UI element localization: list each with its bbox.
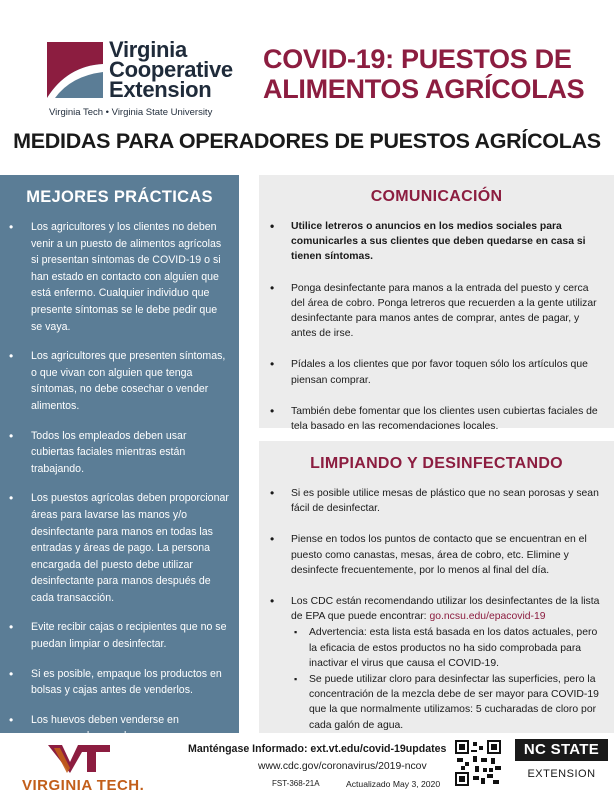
vt-logo-text: VIRGINIA TECH. — [22, 777, 145, 794]
ncstate-extension-logo — [515, 739, 608, 780]
publication-code: FST-368-21A — [272, 779, 320, 788]
page-subtitle: MEDIDAS PARA OPERADORES DE PUESTOS AGRÍCOLAS — [13, 129, 601, 153]
list-item: • Si es posible, empaque los productos en bolsas y cajas antes de venderlos. — [0, 666, 239, 699]
sub-list-item: ▪ Advertencia: esta lista está basada en los datos actuales, pero la eficacia de estos productos no ha sido comprobada para inactivar el virus que causa el COVID-19. — [291, 625, 604, 671]
vce-logo — [47, 37, 247, 120]
list-item: • Ponga desinfectante para manos a la entrada del puesto y cerca del área de cobro. Ponga letreros que recuerden a la gente utilizar desinfectante para manos antes de comprar, antes de pagar, y antes de irse. — [259, 281, 614, 342]
communication-panel — [259, 175, 614, 433]
best-practices-heading: MEJORES PRÁCTICAS — [26, 188, 213, 206]
cleaning-list — [259, 486, 614, 733]
vce-logo-subtitle: Virginia Tech • Virginia State University — [49, 107, 213, 118]
cleaning-panel — [259, 441, 614, 733]
page-title: COVID-19: PUESTOS DE ALIMENTOS AGRÍCOLAS — [263, 44, 585, 104]
list-item: • Piense en todos los puntos de contacto que se encuentran en el puesto como canastas, mesas, área de cobro, etc. Elimine y desinfecte frecuentemente, por lo menos al final del día. — [259, 532, 614, 578]
list-item: • Los agricultores que presenten síntomas, o que vivan con alguien que tenga síntomas, no debe cosechar o vender alimentos. — [0, 348, 239, 414]
list-item: • Los agricultores y los clientes no deben venir a un puesto de alimentos agrícolas si presentan síntomas de COVID-19 o si han estado en contacto con alguien que está enfermo. Cualquier individuo que presente síntomas se le debe pedir que se vaya. — [0, 219, 239, 335]
list-item: • Los puestos agrícolas deben proporcionar áreas para lavarse las manos y/o desinfectante para manos en todas las entradas y áreas de pago. La persona encargada del puesto debe utilizar desinfectante para manos después de cada transacción. — [0, 490, 239, 606]
virginia-tech-logo — [22, 742, 162, 794]
cleaning-heading: LIMPIANDO Y DESINFECTANDO — [310, 455, 563, 472]
cdc-url-link[interactable]: www.cdc.gov/coronavirus/2019-ncov — [258, 761, 427, 772]
list-item: • Los huevos deben venderse en empaques de un solo uso. — [0, 712, 239, 745]
best-practices-list — [0, 219, 239, 745]
ncstate-logo-bottom: EXTENSION — [527, 768, 596, 780]
communication-heading: COMUNICACIÓN — [370, 188, 503, 205]
updated-date: Actualizado May 3, 2020 — [346, 779, 441, 789]
list-item: • También debe fomentar que los clientes usen cubiertas faciales de tela basado en las recomendaciones locales. — [259, 404, 614, 434]
epa-list-link[interactable]: go.ncsu.edu/epacovid-19 — [429, 611, 546, 623]
vce-logo-mark-icon — [47, 42, 103, 98]
communication-list — [259, 219, 614, 434]
cdc-recommendation-text: Los CDC están recomendando utilizar los desinfectantes de la lista de EPA que puede encontrar: — [291, 596, 600, 623]
list-item — [259, 594, 614, 733]
stay-informed-text: Manténgase Informado: ext.vt.edu/covid-19updates — [188, 743, 447, 755]
list-item: • Si es posible utilice mesas de plástico que no sean porosas y sean fácil de desinfectar. — [259, 486, 614, 516]
cleaning-sublist — [291, 625, 604, 732]
sub-list-item: ▪ Se puede utilizar cloro para desinfectar las superficies, pero la concentración de la mezcla debe de ser mayor para COVID-19 que la que normalmente utilizamos: 5 cucharadas de cloro por cada galón de agua. — [291, 672, 604, 733]
ncstate-logo-top: NC STATE — [515, 739, 608, 761]
list-item: • Todos los empleados deben usar cubiertas faciales mientras están trabajando. — [0, 428, 239, 478]
list-item: • Evite recibir cajas o recipientes que no se puedan limpiar o desinfectar. — [0, 619, 239, 652]
vce-logo-text: Virginia Cooperative Extension — [109, 37, 233, 102]
qr-code-icon[interactable] — [455, 740, 501, 786]
vt-logo-mark-icon — [46, 742, 112, 774]
list-item: • Pídales a los clientes que por favor toquen sólo los artículos que piensan comprar. — [259, 357, 614, 387]
best-practices-panel — [0, 175, 239, 743]
list-item: • Utilice letreros o anuncios en los medios sociales para comunicarles a sus clientes que deben quedarse en casa si tienen síntomas. — [259, 219, 614, 265]
